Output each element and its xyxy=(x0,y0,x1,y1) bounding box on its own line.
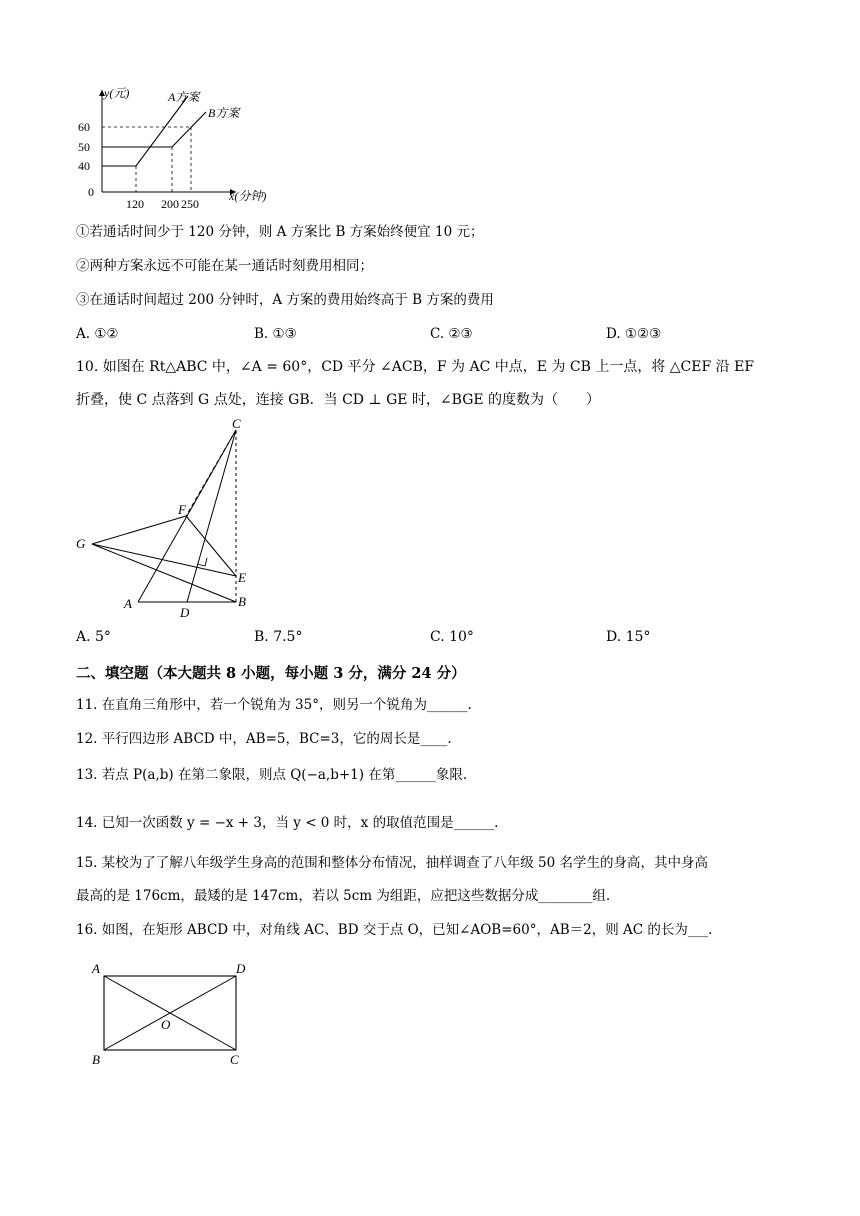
x-axis-label: x(分钟) xyxy=(229,189,267,203)
x-tick-200: 200 xyxy=(161,197,179,211)
q9-statement-1: ①若通话时间少于 120 分钟，则 A 方案比 B 方案始终便宜 10 元； xyxy=(76,224,484,240)
rect-b-label: B xyxy=(92,1052,100,1067)
section-heading: 二、填空题（本大题共 8 小题，每小题 3 分，满分 24 分） xyxy=(76,665,466,682)
question-14: 14. 已知一次函数 y = −x + 3，当 y < 0 时，x 的取值范围是______. xyxy=(76,815,499,831)
q9-statement-2: ②两种方案永远不可能在某一通话时刻费用相同； xyxy=(76,258,373,274)
question-13: 13. 若点 P(a,b) 在第二象限，则点 Q(−a,b+1) 在第______象限. xyxy=(76,767,468,783)
rectangle-abcd-figure xyxy=(88,956,256,1068)
line-b-label: B方案 xyxy=(208,106,240,120)
cost-plan-graph xyxy=(76,84,296,214)
rect-c-label: C xyxy=(230,1052,239,1067)
y-tick-50: 50 xyxy=(78,140,90,154)
y-tick-60: 60 xyxy=(78,120,90,134)
q10-option-a[interactable]: A. 5° xyxy=(76,629,111,645)
q9-option-c[interactable]: C. ②③ xyxy=(430,326,473,342)
point-a-label: A xyxy=(124,596,132,611)
rect-a-label: A xyxy=(92,961,100,976)
q9-option-d[interactable]: D. ①②③ xyxy=(606,326,662,342)
line-a-label: A方案 xyxy=(168,90,200,104)
point-d-label: D xyxy=(180,605,190,620)
y-tick-40: 40 xyxy=(78,159,90,173)
point-b-label: B xyxy=(238,594,246,609)
point-f-label: F xyxy=(178,502,186,517)
question-15-line-1: 15. 某校为了了解八年级学生身高的范围和整体分布情况，抽样调查了八年级 50 名学生的身高，其中身高 xyxy=(76,855,709,871)
q9-statement-3: ③在通话时间超过 200 分钟时，A 方案的费用始终高于 B 方案的费用 xyxy=(76,292,494,308)
q10-text-line-1: 10. 如图在 Rt△ABC 中，∠A = 60°，CD 平分 ∠ACB，F 为 AC 中点，E 为 CB 上一点，将 △CEF 沿 EF xyxy=(76,359,755,375)
rect-d-label: D xyxy=(236,961,246,976)
question-11: 11. 在直角三角形中，若一个锐角为 35°，则另一个锐角为______. xyxy=(76,697,472,713)
point-e-label: E xyxy=(238,570,246,585)
rect-o-label: O xyxy=(161,1017,171,1032)
point-g-label: G xyxy=(76,536,86,551)
question-12: 12. 平行四边形 ABCD 中，AB=5，BC=3，它的周长是____. xyxy=(76,731,452,747)
q10-option-b[interactable]: B. 7.5° xyxy=(254,629,303,645)
question-15-line-2: 最高的是 176cm，最矮的是 147cm，若以 5cm 为组距，应把这些数据分成________组. xyxy=(76,888,611,904)
question-16: 16. 如图，在矩形 ABCD 中，对角线 AC、BD 交于点 O，已知∠AOB=60°，AB＝2，则 AC 的长为___. xyxy=(76,922,713,938)
x-tick-120: 120 xyxy=(126,197,144,211)
q10-option-c[interactable]: C. 10° xyxy=(430,629,474,645)
folded-triangle-figure xyxy=(76,416,276,622)
y-tick-0: 0 xyxy=(88,185,94,199)
q10-text-line-2: 折叠，使 C 点落到 G 点处，连接 GB．当 CD ⊥ GE 时，∠BGE 的度数为（ ） xyxy=(76,392,601,408)
q9-option-a[interactable]: A. ①② xyxy=(76,326,119,342)
q9-option-b[interactable]: B. ①③ xyxy=(254,326,297,342)
q10-option-d[interactable]: D. 15° xyxy=(606,629,651,645)
point-c-label: C xyxy=(232,416,241,431)
y-axis-label: y(元) xyxy=(104,86,130,100)
x-tick-250: 250 xyxy=(181,197,199,211)
